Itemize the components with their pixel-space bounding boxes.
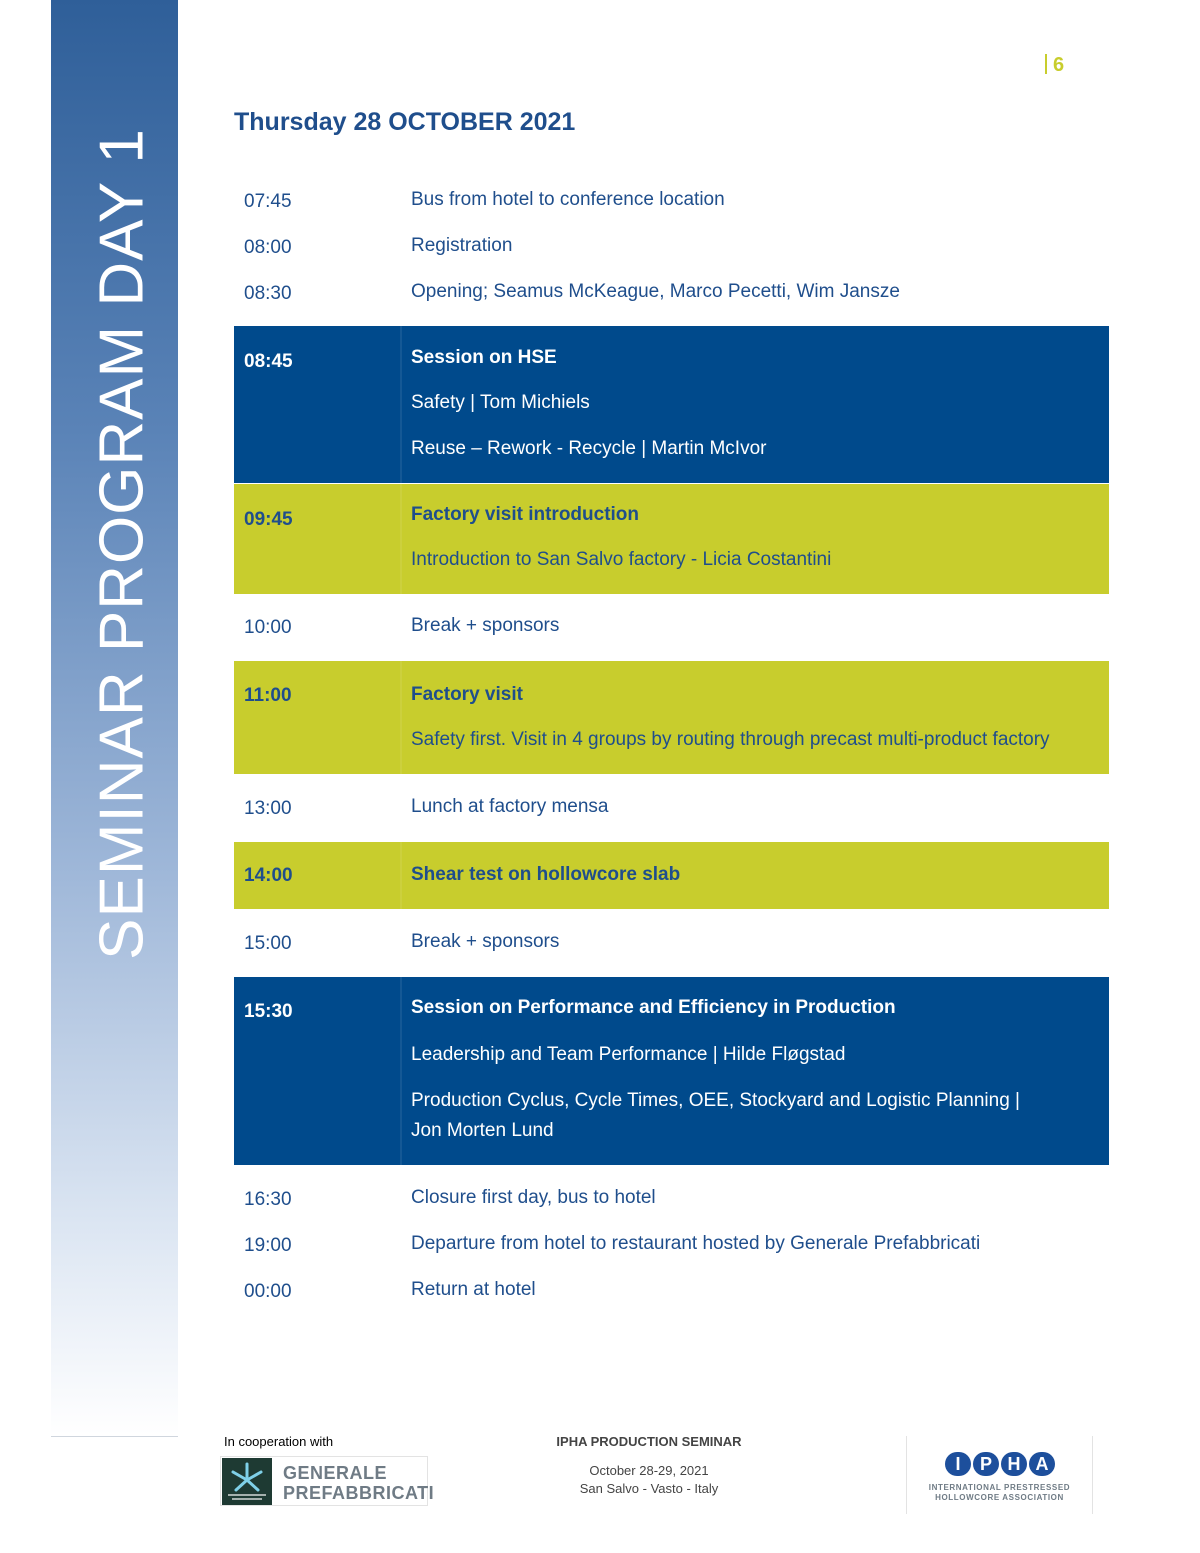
- schedule-text: Reuse – Rework - Recycle | Martin McIvor: [411, 438, 767, 459]
- column-separator: [400, 842, 402, 909]
- seminar-location: San Salvo - Vasto - Italy: [579, 1481, 719, 1496]
- generale-prefabbricati-line1: GENERALE: [283, 1463, 388, 1483]
- seminar-dates: October 28-29, 2021: [589, 1463, 709, 1478]
- schedule-time: 16:30: [244, 1189, 292, 1210]
- schedule-text: Registration: [411, 235, 513, 256]
- ipha-letter: I: [945, 1452, 971, 1476]
- schedule-text: Lunch at factory mensa: [411, 796, 609, 817]
- schedule-time: 00:00: [244, 1281, 292, 1302]
- schedule-text: Bus from hotel to conference location: [411, 189, 725, 210]
- schedule-row: [234, 793, 1109, 829]
- column-separator: [400, 484, 402, 594]
- side-divider: [51, 1436, 178, 1437]
- ipha-letter: P: [973, 1452, 999, 1476]
- schedule-text: Departure from hotel to restaurant hosted by Generale Prefabbricati: [411, 1233, 981, 1254]
- day-heading: Thursday 28 OCTOBER 2021: [234, 108, 576, 136]
- schedule-row: [234, 928, 1109, 964]
- schedule-text: Jon Morten Lund: [411, 1120, 554, 1141]
- schedule-text: Safety | Tom Michiels: [411, 392, 590, 413]
- schedule-time: 13:00: [244, 798, 292, 819]
- ipha-letter: H: [1001, 1452, 1027, 1476]
- schedule-time: 15:30: [244, 1001, 293, 1022]
- ipha-letters: [945, 1452, 1055, 1476]
- column-separator: [400, 977, 402, 1165]
- schedule-row: [234, 1230, 1109, 1266]
- ipha-subtitle-line2: HOLLOWCORE ASSOCIATION: [935, 1493, 1064, 1502]
- schedule-text: Production Cyclus, Cycle Times, OEE, Stockyard and Logistic Planning |: [411, 1090, 1020, 1111]
- generale-prefabbricati-mark-icon: [222, 1458, 272, 1505]
- schedule-text: Closure first day, bus to hotel: [411, 1187, 656, 1208]
- schedule-row: [234, 278, 1109, 314]
- schedule-time: 07:45: [244, 191, 292, 212]
- page-number: [1045, 54, 1064, 77]
- schedule-title: Factory visit: [411, 684, 523, 705]
- schedule-row: [234, 612, 1109, 648]
- schedule-time: 10:00: [244, 617, 292, 638]
- schedule-block-shear-test: [234, 842, 1109, 909]
- schedule-time: 11:00: [244, 685, 292, 706]
- ipha-logo: [906, 1436, 1093, 1514]
- column-separator: [400, 661, 402, 774]
- schedule-title: Session on HSE: [411, 347, 557, 368]
- generale-prefabbricati-wordmark: [283, 1463, 434, 1503]
- schedule-text: Opening; Seamus McKeague, Marco Pecetti, Wim Jansze: [411, 281, 900, 302]
- schedule-title: Shear test on hollowcore slab: [411, 864, 681, 885]
- schedule-time: 08:30: [244, 283, 292, 304]
- generale-prefabbricati-line2: PREFABBRICATI: [283, 1483, 435, 1503]
- ipha-letter: A: [1029, 1452, 1055, 1476]
- schedule-text: Introduction to San Salvo factory - Licia Costantini: [411, 549, 832, 570]
- schedule-row: [234, 1276, 1109, 1312]
- schedule-block-session-hse: [234, 326, 1109, 483]
- schedule-text: Safety first. Visit in 4 groups by routing through precast multi-product factory: [411, 729, 1050, 750]
- schedule-time: 08:00: [244, 237, 292, 258]
- schedule-text: Break + sponsors: [411, 615, 560, 636]
- schedule-time: 15:00: [244, 933, 292, 954]
- schedule-text: Leadership and Team Performance | Hilde Fløgstad: [411, 1044, 846, 1065]
- schedule-title: Session on Performance and Efficiency in Production: [411, 997, 896, 1018]
- schedule-time: 08:45: [244, 351, 293, 372]
- schedule-title: Factory visit introduction: [411, 504, 640, 525]
- seminar-title: IPHA PRODUCTION SEMINAR: [556, 1434, 742, 1449]
- ipha-subtitle-line1: INTERNATIONAL PRESTRESSED: [928, 1483, 1071, 1492]
- schedule-row: [234, 1184, 1109, 1220]
- schedule-text: Return at hotel: [411, 1279, 536, 1300]
- schedule-time: 09:45: [244, 509, 293, 530]
- schedule-block-session-performance: [234, 977, 1109, 1165]
- page-number-bar: [1045, 54, 1047, 74]
- page-number-value: 6: [1053, 54, 1065, 76]
- schedule-text: Break + sponsors: [411, 931, 560, 952]
- schedule-time: 14:00: [244, 865, 293, 886]
- schedule-row: [234, 232, 1109, 268]
- generale-prefabbricati-logo: [220, 1456, 435, 1506]
- side-title: SEMINAR PROGRAM DAY 1: [87, 128, 157, 960]
- schedule-row: [234, 186, 1109, 222]
- schedule-block-factory-intro: [234, 484, 1109, 594]
- column-separator: [400, 326, 402, 483]
- schedule-time: 19:00: [244, 1235, 292, 1256]
- cooperation-label: In cooperation with: [224, 1434, 334, 1449]
- schedule-block-factory-visit: [234, 661, 1109, 774]
